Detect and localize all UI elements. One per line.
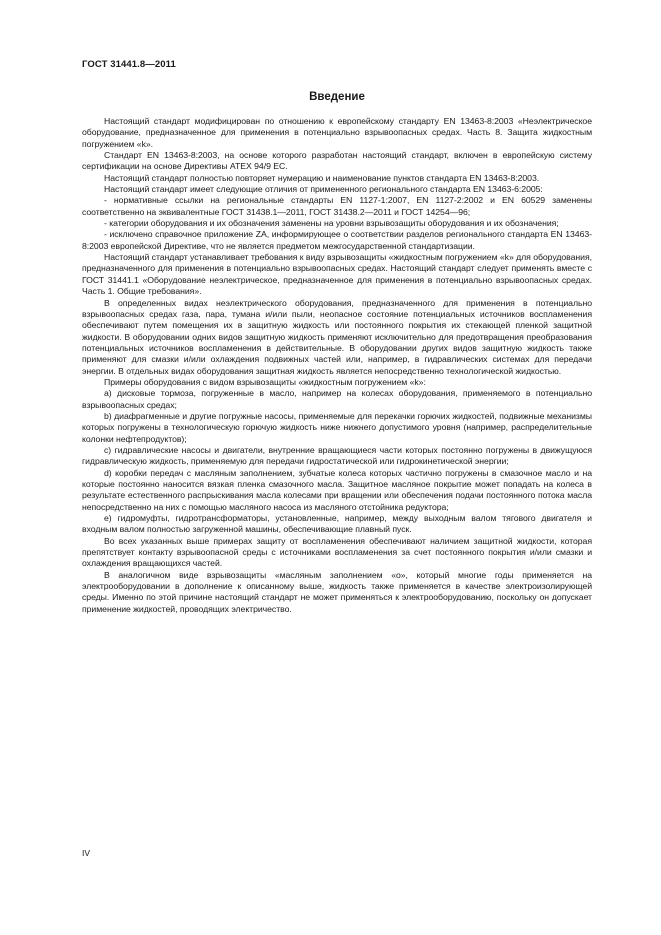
paragraph-numbering: Настоящий стандарт полностью повторяет нумерацию и наименование пунктов стандарта EN 13463-8:2003. (104, 172, 540, 183)
list-item-example-d: d) коробки передач с масляным заполнением, зубчатые колеса которых частично погружены в смазочное масло и на которые постоянно наносится вязкая пленка смазочного масла. Защитное масляное покрытие может попадать на колеса в результате естественного распрыскивания масла колесами при вращении или обеспечения подачи постоянного потока масла непосредственно на них с помощью масляного насоса из масляного отстойника редуктора; (82, 467, 592, 512)
list-item-difference-annex: - исключено справочное приложение ZA, информирующее о соответствии разделов регионального стандарта EN 13463-8:2003 европейской Директиве, что не является предметом межгосударственной стандартизации. (82, 229, 592, 251)
paragraph-protection-summary: Во всех указанных выше примерах защиту от воспламенения обеспечивают наличием защитной жидкости, которая препятствует контакту взрывоопасной среды с источниками воспламенения за счет постоянного покрытия и/или смазки и охлаждения вращающихся частей. (82, 535, 592, 569)
paragraph-protective-liquid: В определенных видах неэлектрического оборудования, предназначенного для применения в потенциально взрывоопасных средах газа, пара, тумана и/или пыли, неопасное состояние потенциальных источников воспламенения обеспечивают путем помещения их в защитную жидкость или постоянного покрытия их стекающей пленкой защитной жидкости. В оборудовании одних видов защитную жидкость применяют исключительно для предотвращения преобразования потенциальных источников воспламенения в действительные. В оборудовании других видов защитную жидкость также применяют для смазки и/или охлаждения подвижных частей или, например, в гидравлических системах для передачи энергии. В отдельных видах оборудования защитная жидкость является непосредственно технологической жидкостью. (82, 297, 592, 376)
paragraph-scope: Настоящий стандарт устанавливает требования к виду взрывозащиты «жидкостным погружением «k» для оборудования, предназначенного для применения в потенциально взрывоопасных средах. Настоящий стандарт следует применять вместе с ГОСТ 31441.1 «Оборудование неэлектрическое, предназначенное для применения в потенциально взрывоопасных средах. Часть 1. Общие требования». (82, 252, 592, 297)
list-item-example-c: c) гидравлические насосы и двигатели, внутренние вращающиеся части которых постоянно погружены в движущуюся гидравлическую жидкость, применяемую для передачи гидростатической или гидрокинетической энергии; (82, 444, 592, 467)
list-item-example-a: а) дисковые тормоза, погруженные в масло, например на колесах оборудования, применяемого в потенциально взрывоопасных средах; (82, 388, 592, 410)
list-item-example-e: e) гидромуфты, гидротрансформаторы, установленные, например, между выходным валом тягового двигателя и входным валом полностью загруженной машины, обеспечивающие плавный пуск. (82, 513, 592, 535)
paragraph-source-standard: Стандарт EN 13463-8:2003, на основе которого разработан настоящий стандарт, включен в европейскую систему сертификации на основе Директивы ATEX 94/9 ЕС. (82, 150, 592, 172)
paragraph-oil-filling: В аналогичном виде взрывозащиты «масляным заполнением «о», который многие годы применяется на электрооборудовании в дополнение к описанному выше, жидкость также применяется в качестве электроизолирующей среды. Именно по этой причине настоящий стандарт не может применяться к электрооборудованию, поскольку он допускает применение жидкостей, проводящих электричество. (82, 569, 592, 614)
list-item-example-b: b) диафрагменные и другие погружные насосы, применяемые для перекачки горючих жидкостей, подвижные механизмы которых погружены в технологическую горючую жидкость ниже нижнего допустимого уровня (например, распределительные колонки нефтепродуктов); (82, 410, 592, 444)
paragraph-differences-intro: Настоящий стандарт имеет следующие отличия от примененного регионального стандарта EN 13463-6:2005: (104, 184, 543, 195)
section-title: Введение (309, 91, 365, 103)
paragraph-modification: Настоящий стандарт модифицирован по отношению к европейскому стандарту EN 13463-8:2003 «Неэлектрическое оборудование, предназначенное для применения в потенциально взрывоопасных средах. Часть 8. Защита жидкостным погружением «k». (82, 116, 592, 149)
list-item-difference-references: - нормативные ссылки на региональные стандарты EN 1127-1:2007, EN 1127-2:2002 и EN 60529 заменены соответственно на эквивалентные ГОСТ 31438.1—2011, ГОСТ 31438.2—2011 и ГОСТ 14254—96; (82, 195, 592, 217)
document-body (82, 116, 592, 615)
document-code: ГОСТ 31441.8—2011 (82, 59, 176, 70)
page-number: IV (82, 848, 91, 858)
paragraph-examples-intro: Примеры оборудования с видом взрывозащиты «жидкостным погружением «k»: (104, 376, 426, 387)
list-item-difference-categories: - категории оборудования и их обозначения заменены на уровни взрывозащиты оборудования и их обозначения; (104, 218, 559, 229)
